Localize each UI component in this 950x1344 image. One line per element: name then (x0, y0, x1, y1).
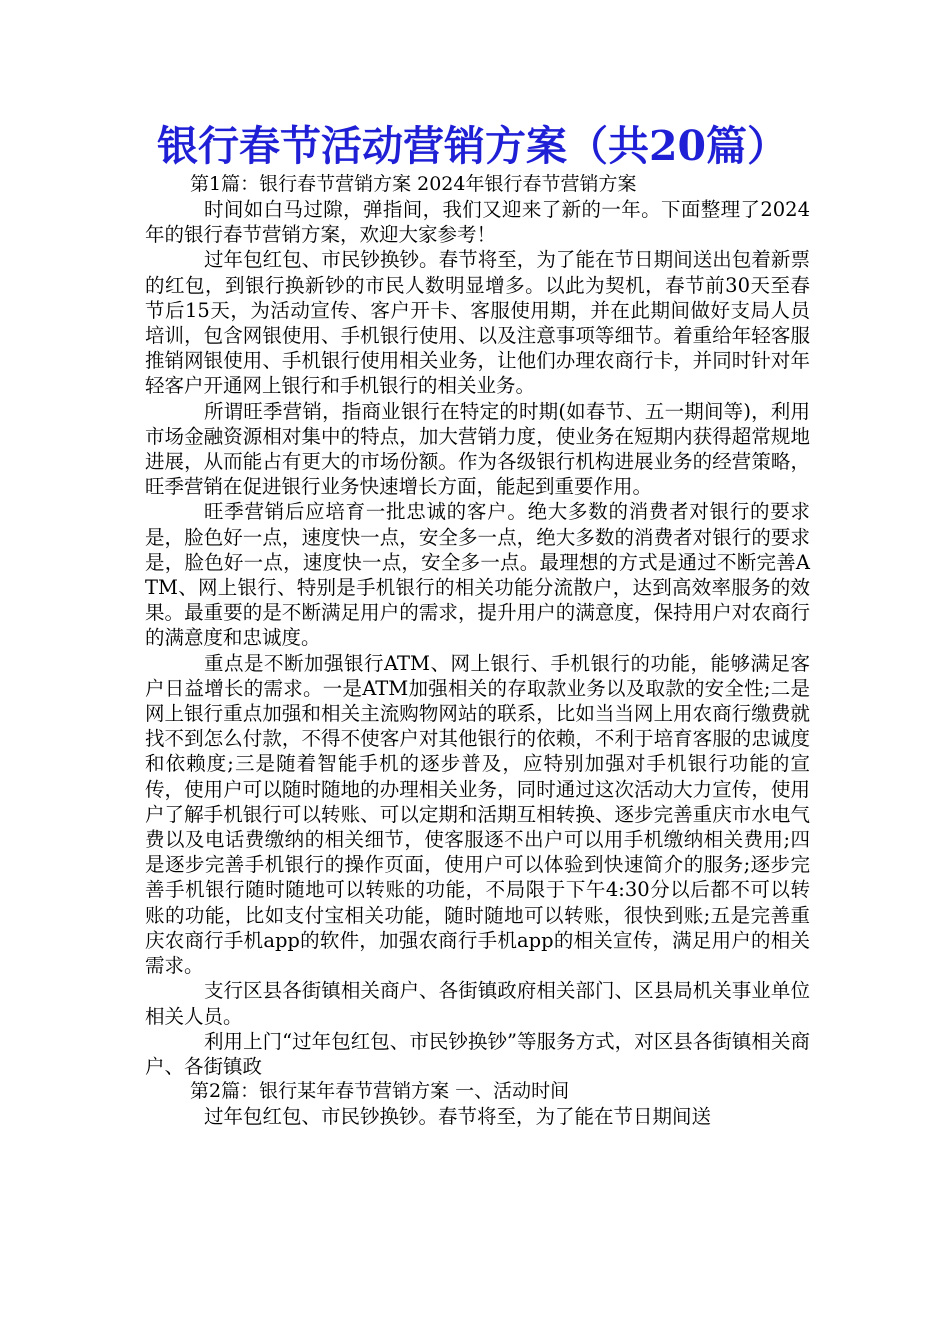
section-1-paragraph-6: 支行区县各街镇相关商户、各街镇政府相关部门、区县局机关事业单位相关人员。 (145, 979, 810, 1028)
section-1-heading: 第1篇：银行春节营销方案 2024年银行春节营销方案 (190, 173, 637, 195)
document-page (145, 120, 810, 1129)
section-2-paragraph-1: 过年包红包、市民钞换钞。春节将至，为了能在节日期间送 (204, 1105, 712, 1129)
section-1-paragraph-3: 所谓旺季营销，指商业银行在特定的时期(如春节、五一期间等)，利用市场金融资源相对集中的特点，加大营销力度，使业务在短期内获得超常规地进展，从而能占有更大的市场份额。作为各级银行机构进展业务的经营策略，旺季营销在促进银行业务快速增长方面，能起到重要作用。 (145, 399, 810, 499)
section-1-paragraph-5: 重点是不断加强银行ATM、网上银行、手机银行的功能，能够满足客户日益增长的需求。一是ATM加强相关的存取款业务以及取款的安全性;二是网上银行重点加强和相关主流购物网站的联系，比如当当网上用农商行缴费就找不到怎么付款，不得不使客户对其他银行的依赖，不利于培育客服的忠诚度和依赖度;三是随着智能手机的逐步普及，应特别加强对手机银行功能的宣传，使用户可以随时随地的办理相关业务，同时通过这次活动大力宣传，使用户了解手机银行可以转账、可以定期和活期互相转换、逐步完善重庆市水电气费以及电话费缴纳的相关细节，使客服逐不出户可以用手机缴纳相关费用;四是逐步完善手机银行的操作页面，使用户可以体验到快速简介的服务;逐步完善手机银行随时随地可以转账的功能，不局限于下午4:30分以后都不可以转账的功能，比如支付宝相关功能，随时随地可以转账，很快到账;五是完善重庆农商行手机app的软件，加强农商行手机app的相关宣传，满足用户的相关需求。 (145, 651, 810, 978)
section-1-paragraph-4: 旺季营销后应培育一批忠诚的客户。绝大多数的消费者对银行的要求是，脸色好一点，速度快一点，安全多一点，绝大多数的消费者对银行的要求是，脸色好一点，速度快一点，安全多一点。最理想的方式是通过不断完善ATM、网上银行、特别是手机银行的相关功能分流散户，达到高效率服务的效果。最重要的是不断满足用户的需求，提升用户的满意度，保持用户对农商行的满意度和忠诚度。 (145, 500, 810, 650)
section-1-paragraph-7: 利用上门“过年包红包、市民钞换钞”等服务方式，对区县各街镇相关商户、各街镇政 (145, 1029, 810, 1078)
section-1-paragraph-2: 过年包红包、市民钞换钞。春节将至，为了能在节日期间送出包着新票的红包，到银行换新钞的市民人数明显增多。以此为契机，春节前30天至春节后15天，为活动宣传、客户开卡、客服使用期，并在此期间做好支局人员培训，包含网银使用、手机银行使用、以及注意事项等细节。着重给年轻客服推销网银使用、手机银行使用相关业务，让他们办理农商行卡，并同时针对年轻客户开通网上银行和手机银行的相关业务。 (145, 248, 810, 398)
document-title: 银行春节活动营销方案（共20篇） (157, 122, 789, 170)
section-1-paragraph-1: 时间如白马过隙，弹指间，我们又迎来了新的一年。下面整理了2024年的银行春节营销方案，欢迎大家参考！ (145, 198, 810, 247)
section-2-heading: 第2篇：银行某年春节营销方案 一、活动时间 (190, 1080, 570, 1103)
